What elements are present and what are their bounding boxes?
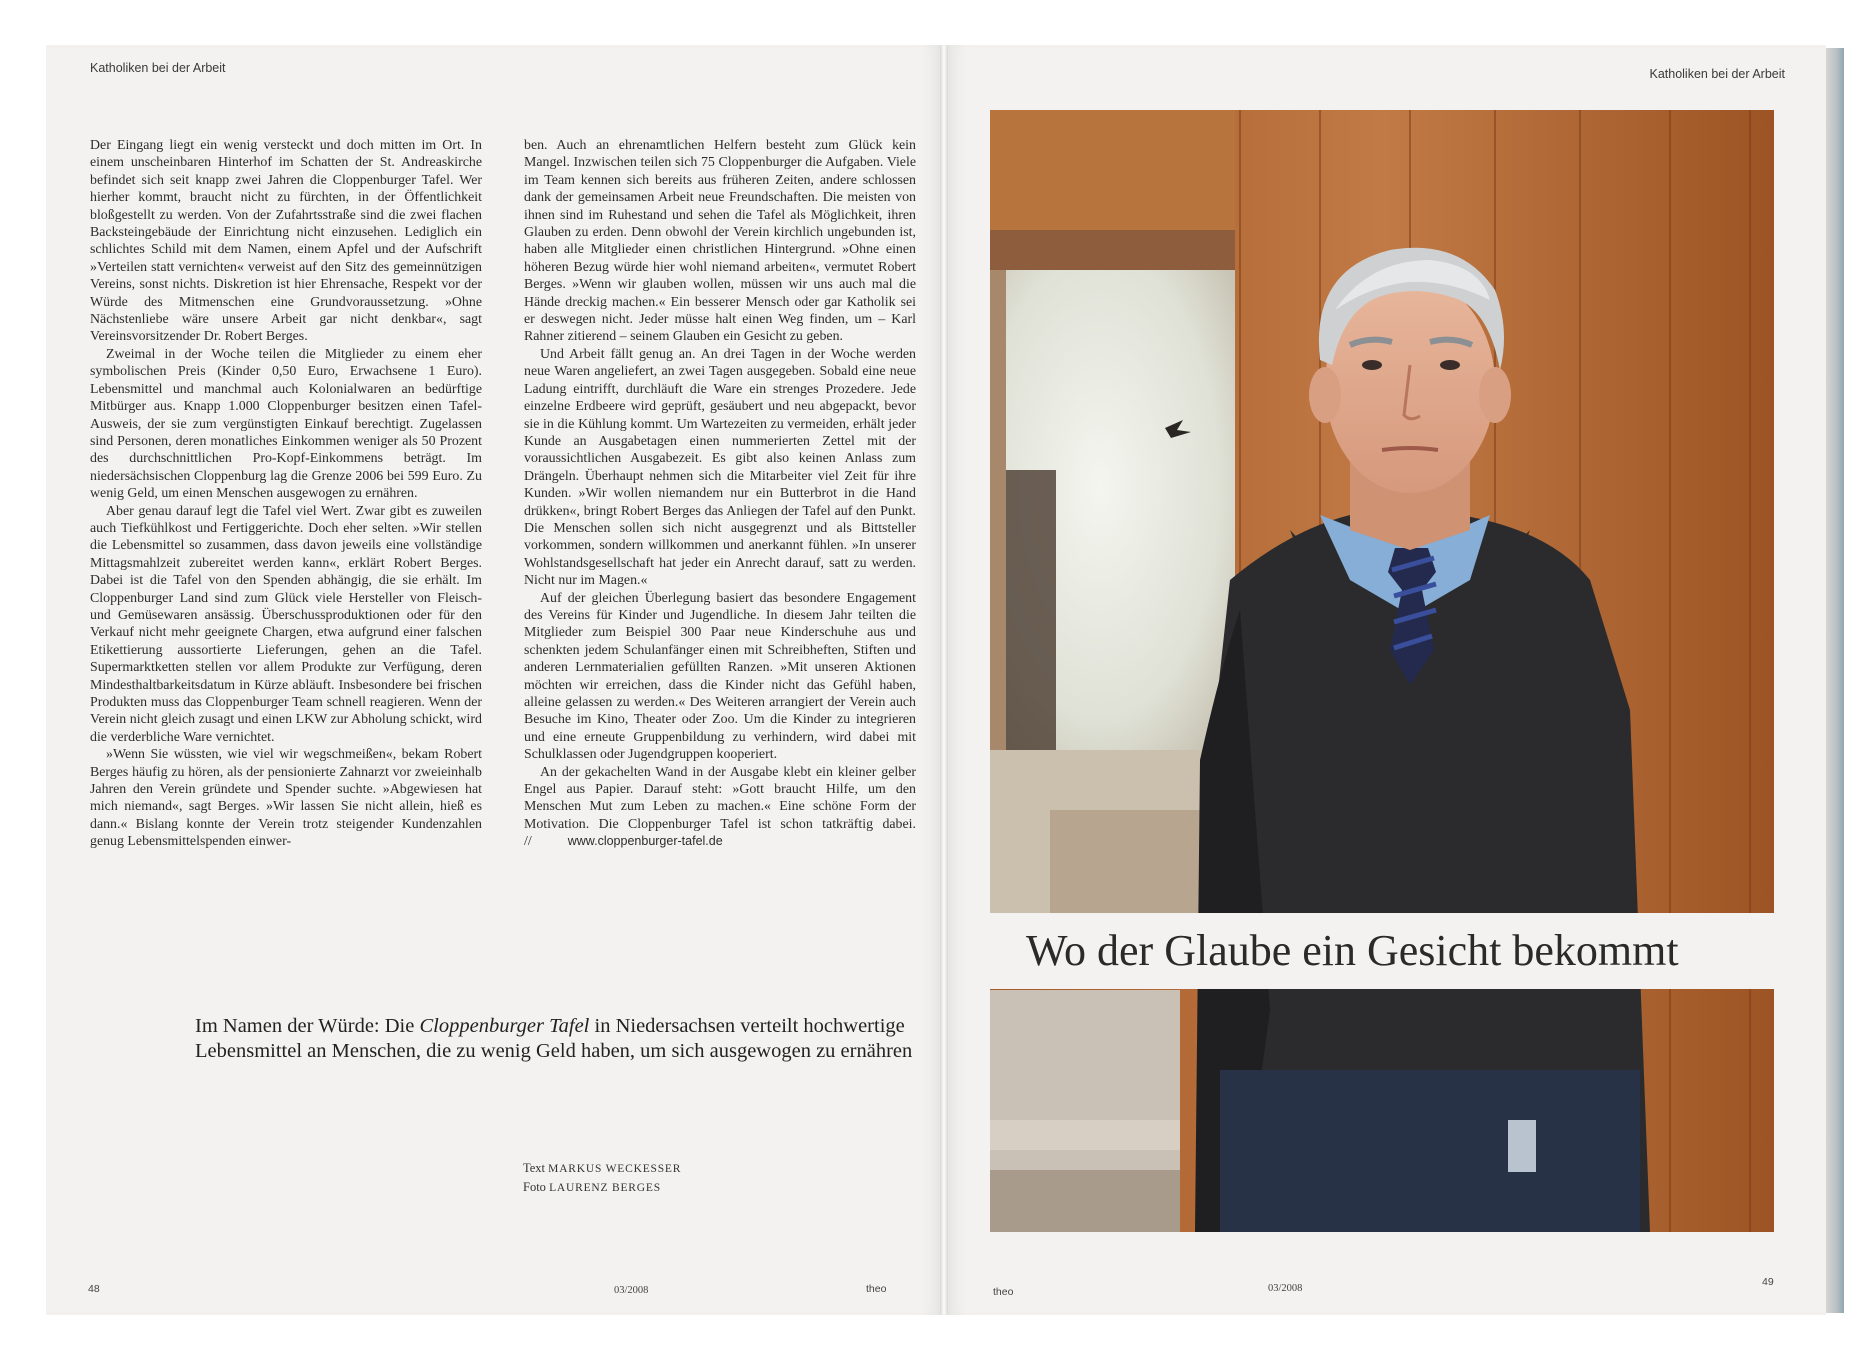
article-column-2	[524, 137, 916, 851]
page-number-right: 49	[1762, 1276, 1774, 1288]
article-column-1	[90, 137, 482, 851]
running-head-right: Katholiken bei der Arbeit	[1649, 67, 1785, 81]
photo-credit: Foto LAURENZ BERGES	[523, 1180, 661, 1194]
text-credit: Text MARKUS WECKESSER	[523, 1161, 682, 1175]
page-edge	[1826, 48, 1844, 1313]
issue-right: 03/2008	[1268, 1283, 1303, 1294]
credits	[523, 1159, 681, 1197]
lead-italic: Cloppenburger Tafel	[419, 1015, 590, 1037]
running-head-left: Katholiken bei der Arbeit	[90, 61, 226, 75]
paragraph-last	[524, 764, 916, 851]
paragraph: Auf der gleichen Überlegung basiert das besondere Engagement des Vereins für Kinder und Jugendliche. In diesem Jahr teilten die Mitglieder zum Beispiel 300 Paar neue Kinderschuhe aus und schenkten jedem Schulanfänger einen mit Schreibheften, Stiften und anderen Lernmaterialien gefüllten Ranzen. »Mit unseren Aktionen möchten wir erreichen, dass die Kinder nicht das Gefühl haben, alleine gelassen zu werden.« Des Weiteren arrangiert der Verein auch Besuche im Kino, Theater oder Zoo. Um die Kinder zu integrieren und eine erneute Gruppenbildung zu verhindern, wird dabei mit Schulklassen oder Jugendgruppen kooperiert.	[524, 590, 916, 763]
paragraph: Aber genau darauf legt die Tafel viel Wert. Zwar gibt es zuweilen auch Tiefkühlkost und Fertiggerichte. Doch eher selten. »Wir stellen die Lebensmittel so zusammen, dass davon jeweils eine vollständige Mittagsmahlzeit zubereitet werden kann«, erklärt Robert Berges. Dabei ist die Tafel von den Spenden abhängig, die sie erhält. Im Cloppenburger Land sind zum Glück viele Hersteller von Fleisch- und Gemüsewaren ansässig. Überschussproduktionen oder für den Verkauf nicht mehr geeignete Chargen, etwa aufgrund einer falschen Etikettierung aussortierte Lieferungen, gehen an die Tafel. Supermarktketten stellen vor allem Produkte zur Verfügung, deren Mindesthaltbarkeitsdatum in Kürze abläuft. Insbesondere bei frischen Produkten muss das Cloppenburger Team schnell reagieren. Wenn der Verein nicht gleich zusagt und einen LKW zur Abholung schickt, wird die verderbliche Ware vernichtet.	[90, 503, 482, 745]
paragraph: Und Arbeit fällt genug an. An drei Tagen in der Woche werden neue Waren angeliefert, an zwei Tagen ausgegeben. Sobald eine neue Ladung eintrifft, durchläuft die Ware ein strenges Prozedere. Jede einzelne Erdbeere wird geprüft, gesäubert und neu abgepackt, bevor sie in die Kühlung kommt. Um Wartezeiten zu vermeiden, erhält jeder Kunde an Ausgabetagen einen nummerierten Zettel mit der voraussichtlichen Ausgabezeit. Es gibt also keinen Anlass zum Drängeln. Überhaupt nehmen sich die Mitarbeiter viel Zeit für ihre Kunden. »Wir wollen niemandem nur ein Butterbrot in die Hand drükken«, bringt Robert Berges das Anliegen der Tafel auf den Punkt. Die Menschen sollen sich nicht ausgegrenzt und als Bittsteller vorkommen, sondern willkommen und anerkannt fühlen. »In unserer Wohlstandsgesellschaft hat jeder ein Anrecht darauf, satt zu werden. Nicht nur im Magen.«	[524, 346, 916, 589]
lead-text: Im Namen der Würde: Die Cloppenburger Tafel in Niedersachsen verteilt hochwertige Lebensmittel an Menschen, die zu wenig Geld haben, um sich ausgewogen zu ernähren	[195, 1015, 913, 1062]
paragraph: Der Eingang liegt ein wenig versteckt und doch mitten im Ort. In einem unscheinbaren Hinterhof im Schatten der St. Andreaskirche befindet sich seit knapp zwei Jahren die Cloppenburger Tafel. Wer hierher kommt, braucht nicht zu fürchten, in der Öffentlichkeit bloßgestellt zu werden. Von der Zufahrtsstraße sind die zwei flachen Backsteingebäude der Einrichtung nicht einzusehen. Lediglich ein schlichtes Schild mit dem Namen, einem Apfel und der Aufschrift »Verteilen statt vernichten« verweist auf den Sitz des gemeinnützigen Vereins, sonst nichts. Diskretion ist hier Ehrensache, Respekt vor der Würde des Mitmenschen eine Grundvoraussetzung. »Ohne Nächstenliebe wäre unsere Arbeit gar nicht denkbar«, sagt Vereinsvorsitzender Dr. Robert Berges.	[90, 138, 482, 345]
website-url[interactable]: www.cloppenburger-tafel.de	[567, 834, 723, 849]
paragraph: Zweimal in der Woche teilen die Mitglieder zu einem eher symbolischen Preis (Kinder 0,50 Euro, Erwachsene 1 Euro). Lebensmittel und manchmal auch Kolonialwaren an bedürftige Mitbürger aus. Knapp 1.000 Cloppenburger besitzen einen Tafel-Ausweis, der sie zum vergünstigten Einkauf berechtigt. Zugelassen sind Personen, deren monatliches Einkommen weniger als 50 Prozent des durchschnittlichen Pro-Kopf-Einkommens beträgt. Im niedersächsischen Cloppenburg lag die Grenze 2006 bei 599 Euro. Zu wenig Geld, um einen Menschen ausgewogen zu ernähren.	[90, 346, 482, 502]
issue-left: 03/2008	[614, 1285, 649, 1296]
closing-text: An der gekachelten Wand in der Ausgabe klebt ein kleiner gelber Engel aus Papier. Darauf steht: »Gott braucht Hilfe, um den Menschen Mut zum Leben zu machen.« Eine schöne Form der Motivation. Die Cloppenburger Tafel ist schon tatkräftig dabei. //	[524, 764, 916, 850]
brand-left: theo	[866, 1283, 887, 1295]
brand-right: theo	[993, 1286, 1014, 1298]
page-number-left: 48	[88, 1283, 100, 1295]
headline: Wo der Glaube ein Gesicht bekommt	[1026, 926, 1679, 975]
portrait-photo	[990, 110, 1774, 1232]
page-gutter	[940, 45, 948, 1315]
paragraph: ben. Auch an ehrenamtlichen Helfern besteht zum Glück kein Mangel. Inzwischen teilen sich 75 Cloppenburger die Aufgaben. Viele im Team kennen sich bereits aus früheren Zeiten, andere schlossen dank der gemeinsamen Arbeit neue Freundschaften. Die meisten von ihnen sind im Ruhestand und sehen die Tafel als Möglichkeit, ihren Glauben zu erden. Denn obwohl der Verein kirchlich ungebunden ist, haben alle Mitglieder einen christlichen Hintergrund. »Ohne einen höheren Bezug würde hier wohl niemand arbeiten«, vermutet Robert Berges. »Wenn wir glauben wollen, müssen wir uns auch mal die Hände dreckig machen.« Ein besserer Mensch oder gar Katholik sei er deswegen nicht. Jeder müsse halt einen Weg finden, um – Karl Rahner zitierend – seinem Glauben ein Gesicht zu geben.	[524, 138, 916, 345]
paragraph: »Wenn Sie wüssten, wie viel wir wegschmeißen«, bekam Robert Berges häufig zu hören, als der pensionierte Zahnarzt vor zweieinhalb Jahren den Verein gründete und Spender suchte. »Abgewiesen hat mich niemand«, sagt Berges. »Wir lassen Sie nicht allein, hieß es dann.« Bislang konnte der Verein trotz steigender Kundenzahlen genug Lebensmittelspenden einwer-	[90, 747, 482, 850]
portrait-illustration	[990, 110, 1774, 1232]
